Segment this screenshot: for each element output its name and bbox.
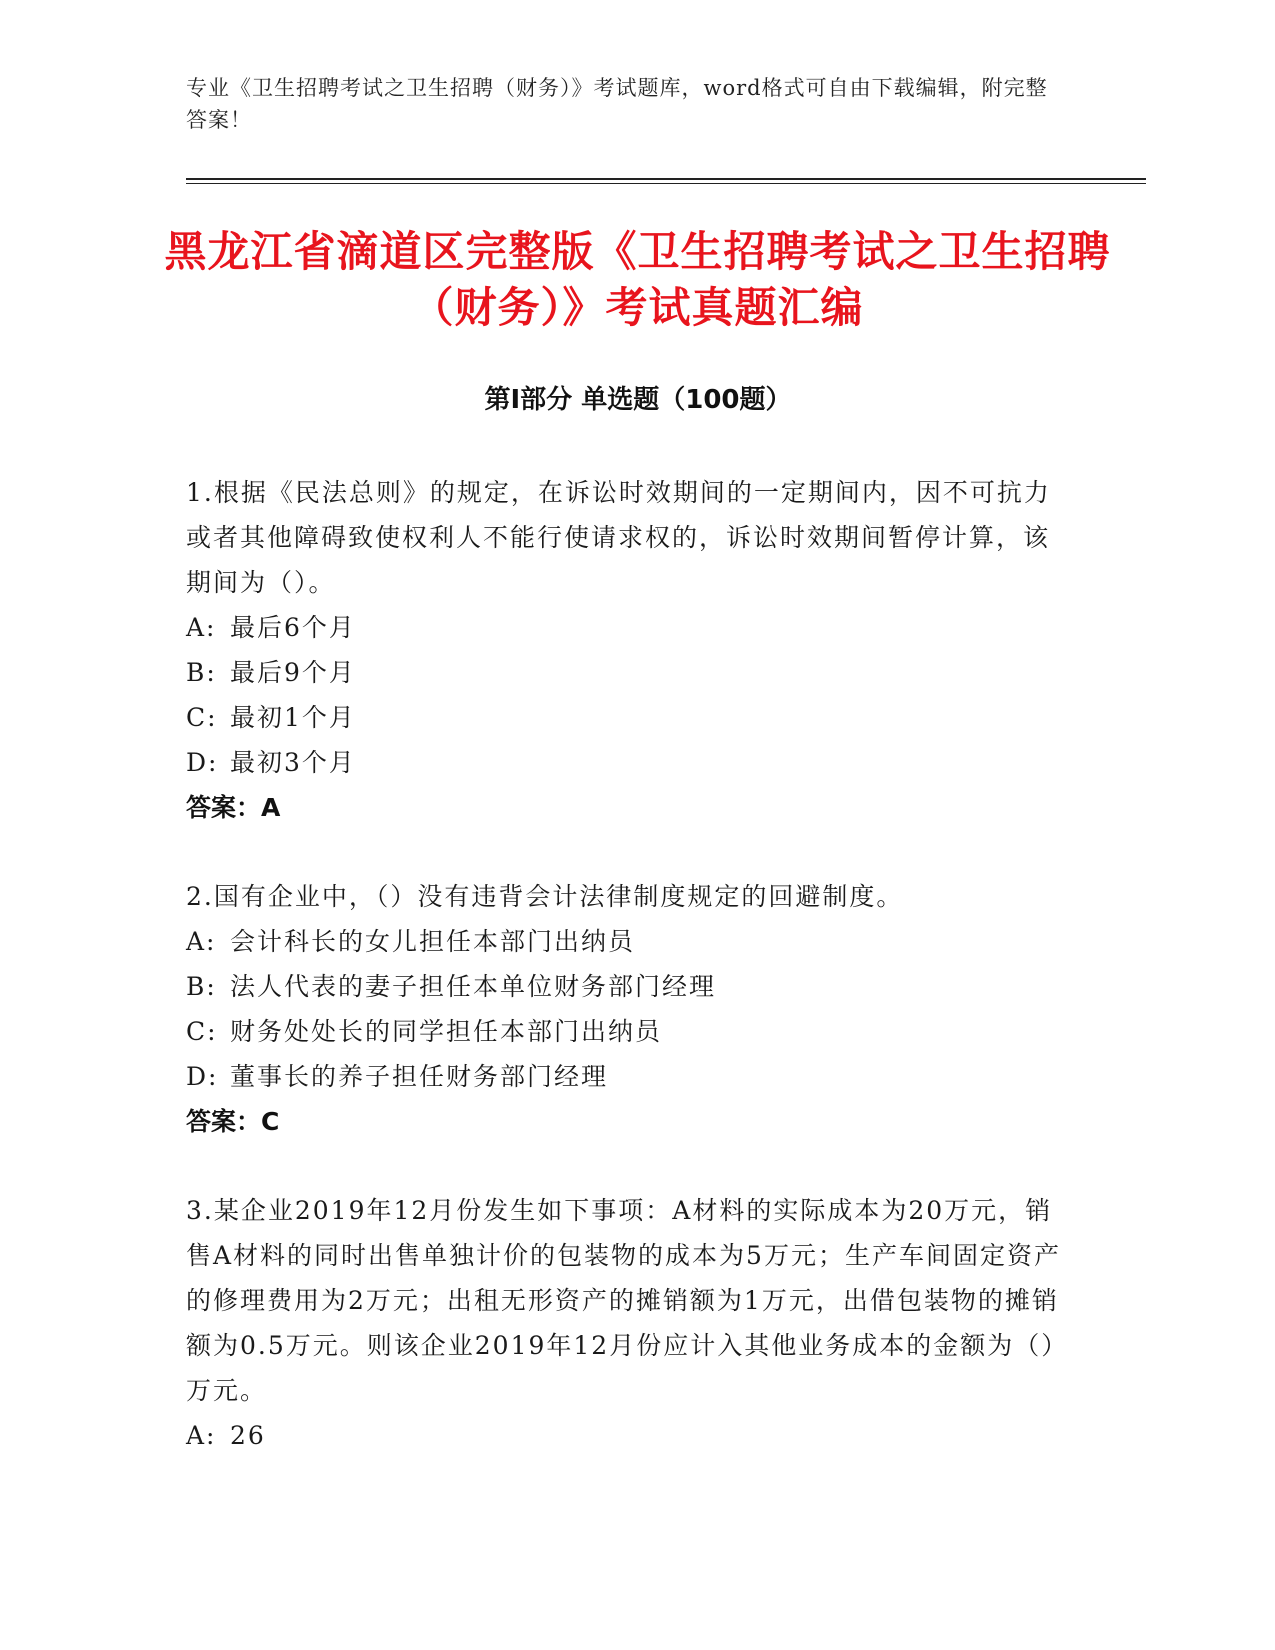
question-text: 2.国有企业中，（）没有违背会计法律制度规定的回避制度。 — [186, 882, 904, 911]
option-b — [186, 964, 1066, 1009]
option-d — [186, 740, 1066, 785]
question-text: 3.某企业2019年12月份发生如下事项：A材料的实际成本为20万元，销售A材料的同时出售单独计价的包装物的成本为5万元；生产车间固定资产的修理费用为2万元；出租无形资产的摊销额为1万元，出借包装物的摊销额为0.5万元。则该企业2019年12月份应计入其他业务成本的金额为（）万元。 — [186, 1196, 1061, 1405]
question-1 — [186, 470, 1066, 830]
option-text: 财务处处长的同学担任本部门出纳员 — [230, 1017, 663, 1046]
option-c — [186, 695, 1066, 740]
header-note: 专业《卫生招聘考试之卫生招聘（财务）》考试题库，word格式可自由下载编辑，附完整答案！ — [186, 76, 1048, 132]
option-text: 最后6个月 — [230, 613, 356, 642]
option-letter: C: — [186, 703, 218, 732]
section-title: 第Ⅰ部分 单选题（100题） — [484, 385, 792, 415]
document-title: 黑龙江省滴道区完整版《卫生招聘考试之卫生招聘（财务）》考试真题汇编 — [164, 227, 1111, 332]
option-text: 最初3个月 — [230, 748, 356, 777]
answer-label: 答案：A — [186, 793, 281, 822]
option-letter: A: — [186, 1421, 217, 1450]
question-list — [186, 470, 1066, 1502]
option-text: 董事长的养子担任财务部门经理 — [230, 1062, 609, 1091]
option-text: 法人代表的妻子担任本单位财务部门经理 — [230, 972, 717, 1001]
header-divider — [186, 178, 1146, 180]
option-text: 最后9个月 — [230, 658, 356, 687]
option-letter: A: — [186, 927, 217, 956]
option-a — [186, 919, 1066, 964]
question-text: 1.根据《民法总则》的规定，在诉讼时效期间的一定期间内，因不可抗力或者其他障碍致使权利人不能行使请求权的，诉讼时效期间暂停计算，该期间为（）。 — [186, 478, 1051, 597]
option-letter: A: — [186, 613, 217, 642]
answer-label: 答案：C — [186, 1107, 280, 1136]
option-letter: B: — [186, 972, 217, 1001]
option-letter: D: — [186, 748, 219, 777]
option-text: 最初1个月 — [230, 703, 356, 732]
option-letter: C: — [186, 1017, 218, 1046]
option-c — [186, 1009, 1066, 1054]
question-3 — [186, 1188, 1066, 1458]
option-text: 26 — [230, 1421, 266, 1450]
option-b — [186, 650, 1066, 695]
option-letter: D: — [186, 1062, 219, 1091]
question-2 — [186, 874, 1066, 1144]
option-letter: B: — [186, 658, 217, 687]
option-text: 会计科长的女儿担任本部门出纳员 — [230, 927, 636, 956]
option-a — [186, 605, 1066, 650]
option-a — [186, 1413, 1066, 1458]
option-d — [186, 1054, 1066, 1099]
header-divider-thin — [186, 183, 1146, 184]
